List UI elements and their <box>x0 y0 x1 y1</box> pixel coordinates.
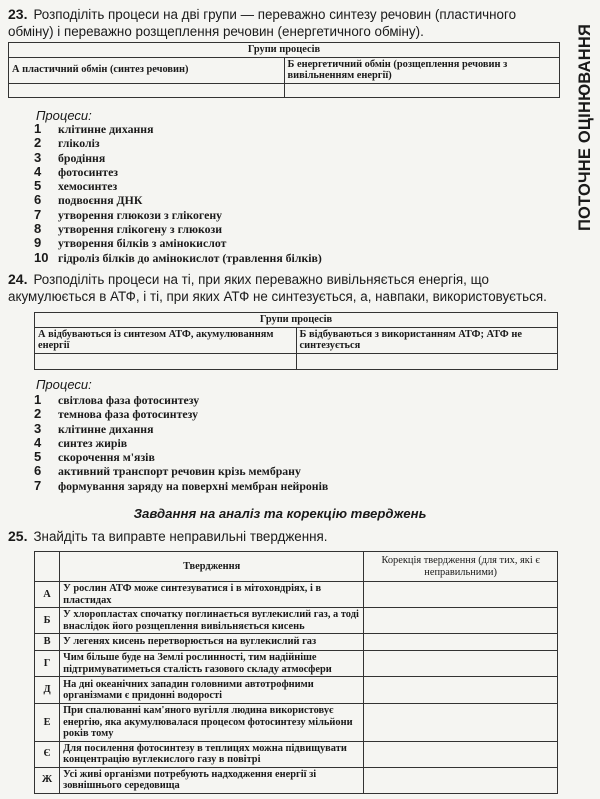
correction-cell[interactable] <box>364 704 558 742</box>
task-23 <box>8 6 556 40</box>
task-23-process-list <box>34 122 322 265</box>
list-item: 6 активний транспорт речовин крізь мембрану <box>34 463 301 479</box>
task-23-answer-a[interactable] <box>9 83 285 97</box>
table-row: В У легенях кисень перетворюється на вуглекислий газ <box>35 634 558 651</box>
task-25-table <box>34 551 558 794</box>
correction-cell[interactable] <box>364 608 558 634</box>
table-row: Б У хлоропластах спочатку поглинається вуглекислий газ, а тоді внаслідок його розщеплення вивільняється кисень <box>35 608 558 634</box>
list-item: 4 синтез жирів <box>34 434 128 450</box>
correction-cell[interactable] <box>364 767 558 793</box>
task-23-col-b: Б енергетичний обмін (розщеплення речовин з вивільненням енергії) <box>284 57 560 83</box>
task-24-text: Розподіліть процеси на ті, при яких переважно вивільняється енергія, що акумулюється в АТФ, і ті, при яких АТФ не синтезується, а, навпаки, використовується. <box>8 272 547 304</box>
list-item: 9 утворення білків з амінокислот <box>34 235 227 251</box>
task-23-number: 23. <box>8 6 28 22</box>
task-25-col-correction: Корекція твердження (для тих, які є неправильними) <box>364 552 558 582</box>
table-row: Г Чим більше буде на Землі рослинності, тим надійніше підтримуватиметься сталість газового складу атмосфери <box>35 651 558 677</box>
list-item: 2 гліколіз <box>34 135 100 151</box>
task-23-table-header: Групи процесів <box>9 43 560 58</box>
task-24-answer-a[interactable] <box>35 353 297 369</box>
task-24-process-list <box>34 393 328 493</box>
table-row: А У рослин АТФ може синтезуватися і в мітохондріях, і в пластидах <box>35 582 558 608</box>
task-24-table <box>34 312 558 370</box>
correction-cell[interactable] <box>364 651 558 677</box>
task-23-table <box>8 42 560 98</box>
task-24-answer-b[interactable] <box>296 353 558 369</box>
task-25-corner-cell <box>35 552 60 582</box>
task-25-number: 25. <box>8 528 28 544</box>
list-item: 3 клітинне дихання <box>34 420 154 436</box>
side-label: ПОТОЧНЕ ОЦІНЮВАННЯ <box>575 24 594 231</box>
list-item: 7 формування заряду на поверхні мембран нейронів <box>34 477 329 493</box>
correction-cell[interactable] <box>364 677 558 704</box>
list-item: 5 хемосинтез <box>34 178 118 194</box>
table-row: Е При спалюванні кам'яного вугілля людина використовує енергію, яка акумулювалася процесом фотосинтезу мільйони років тому <box>35 704 558 742</box>
task-23-col-a: А пластичний обмін (синтез речовин) <box>9 57 285 83</box>
table-row: Д На дні океанічних западин головними автотрофними організмами є придонні водорості <box>35 677 558 704</box>
list-item: 5 скорочення м'язів <box>34 449 155 465</box>
task-23-text: Розподіліть процеси на дві групи — переважно синтезу речовин (пластичного обміну) і переважно розщеплення речовин (енергетичного обміну). <box>8 7 517 39</box>
list-item: 4 фотосинтез <box>34 163 119 179</box>
list-item: 2 темнова фаза фотосинтезу <box>34 406 199 422</box>
list-item: 8 утворення глікогену з глюкози <box>34 221 223 237</box>
correction-cell[interactable] <box>364 634 558 651</box>
task-24-table-header: Групи процесів <box>35 313 558 328</box>
task-25-text: Знайдіть та виправте неправильні твердження. <box>33 529 328 544</box>
correction-cell[interactable] <box>364 741 558 767</box>
task-24-processes-title: Процеси: <box>36 377 92 392</box>
task-23-processes-title: Процеси: <box>36 108 92 123</box>
correction-cell[interactable] <box>364 582 558 608</box>
list-item: 1 клітинне дихання <box>34 121 154 136</box>
task-24-col-a: А відбуваються із синтезом АТФ, акумулюванням енергії <box>35 327 297 353</box>
list-item: 3 бродіння <box>34 149 106 165</box>
table-row: Ж Усі живі організми потребують надходження енергії зі зовнішнього середовища <box>35 767 558 793</box>
task-24-col-b: Б відбуваються з використанням АТФ; АТФ не синтезується <box>296 327 558 353</box>
section-title: Завдання на аналіз та корекцію тверджень <box>133 506 427 521</box>
list-item: 7 утворення глюкози з глікогену <box>34 206 223 222</box>
task-23-answer-b[interactable] <box>284 83 560 97</box>
list-item: 10 гідроліз білків до амінокислот (травлення білків) <box>34 249 322 265</box>
list-item: 6 подвоєння ДНК <box>34 192 143 208</box>
task-25-col-statement: Твердження <box>60 552 364 582</box>
task-25 <box>8 528 556 545</box>
table-row: Є Для посилення фотосинтезу в теплицях можна підвищувати концентрацію вуглекислого газу в повітрі <box>35 741 558 767</box>
list-item: 1 світлова фаза фотосинтезу <box>34 392 200 407</box>
task-24 <box>8 271 556 305</box>
task-24-number: 24. <box>8 271 28 287</box>
